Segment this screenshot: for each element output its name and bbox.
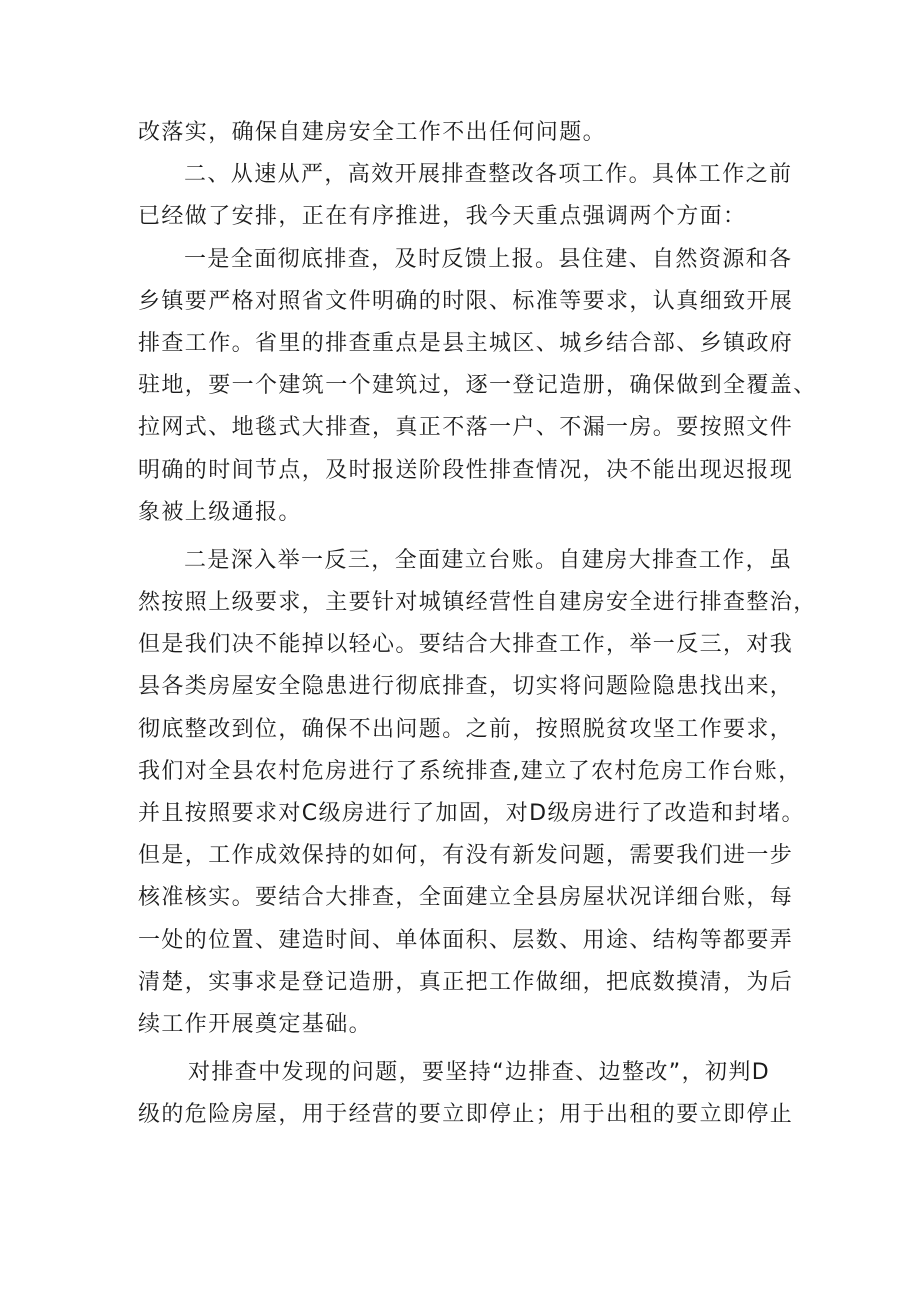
text-line: 明确的时间节点，及时报送阶段性排查情况，决不能出现迟报现: [138, 457, 794, 483]
paragraph-first-line: 二是深入举一反三，全面建立台账。自建房大排查工作，虽: [184, 547, 793, 573]
body-text: [138, 112, 817, 1137]
text-line: 但是我们决不能掉以轻心。要结合大排查工作，举一反三，对我: [138, 632, 794, 658]
text-line: 级的危险房屋，用于经营的要立即停止；用于出租的要立即停止: [138, 1102, 794, 1128]
paragraph-first-line: 一是全面彻底排查，及时反馈上报。县住建、自然资源和各: [184, 246, 793, 272]
text-line: 改落实，确保自建房安全工作不出任何问题。: [138, 120, 607, 145]
text-line: 续工作开展奠定基础。: [138, 1011, 373, 1037]
text-line: 但是，工作成效保持的如何，有没有新发问题，需要我们进一步: [138, 843, 794, 869]
text-line: 象被上级通报。: [138, 499, 302, 525]
text-line: 然按照上级要求，主要针对城镇经营性自建房安全进行排查整治，: [138, 590, 817, 616]
text-line: 清楚，实事求是登记造册，真正把工作做细，把底数摸清，为后: [138, 969, 794, 995]
text-line: 乡镇要严格对照省文件明确的时限、标准等要求，认真细致开展: [138, 288, 794, 314]
text-line: 彻底整改到位，确保不出问题。之前，按照脱贫攻坚工作要求，: [138, 716, 794, 742]
text-line: 我们对全县农村危房进行了系统排查,建立了农村危房工作台账，: [138, 758, 802, 784]
text-line: 一处的位置、建造时间、单体面积、层数、用途、结构等都要弄: [138, 927, 794, 953]
text-line: 核准核实。要结合大排查，全面建立全县房屋状况详细台账，每: [138, 885, 794, 911]
paragraph-first-line: 对排查中发现的问题，要坚持“边排查、边整改”，初判D: [188, 1060, 771, 1086]
text-line: 并且按照要求对C级房进行了加固，对D级房进行了改造和封堵。: [138, 801, 805, 826]
text-line: 排查工作。省里的排查重点是县主城区、城乡结合部、乡镇政府: [138, 330, 794, 356]
text-line: 驻地，要一个建筑一个建筑过，逐一登记造册，确保做到全覆盖、: [138, 373, 817, 399]
section-heading-line: 二、从速从严，高效开展排查整改各项工作。具体工作之前: [184, 162, 793, 188]
text-line: 县各类房屋安全隐患进行彻底排查，切实将问题险隐患找出来，: [138, 674, 794, 700]
text-line: 已经做了安排，正在有序推进，我今天重点强调两个方面：: [138, 204, 747, 230]
text-line: 拉网式、地毯式大排查，真正不落一户、不漏一房。要按照文件: [138, 415, 794, 441]
